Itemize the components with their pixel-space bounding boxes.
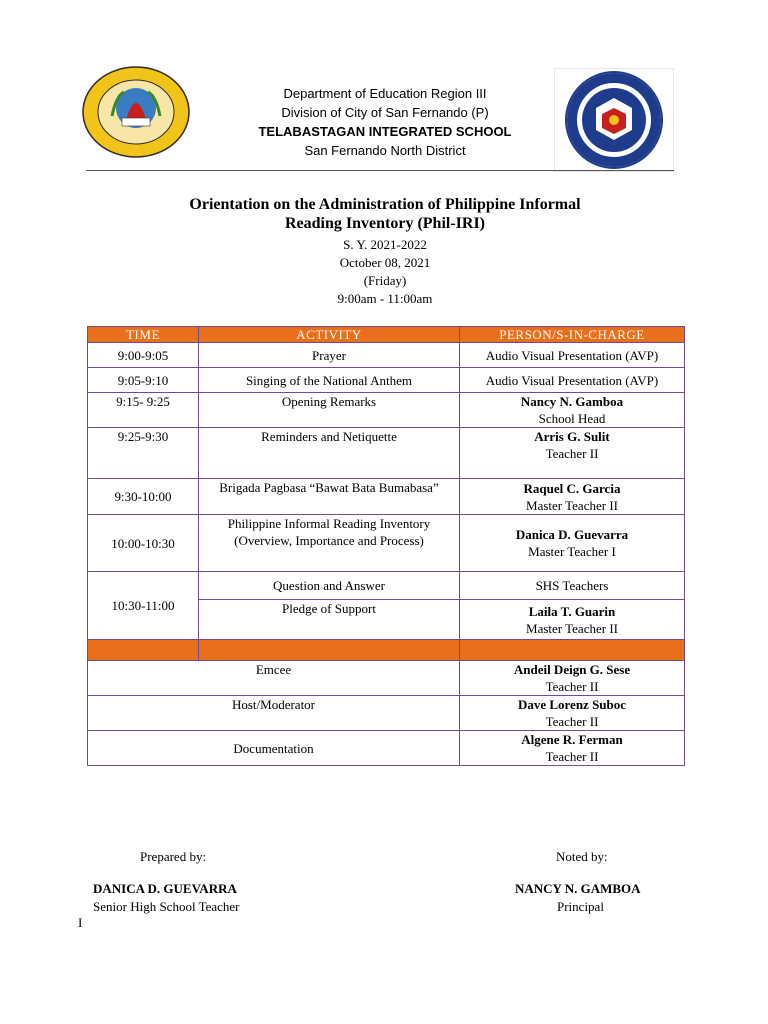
person-role: School Head	[538, 411, 606, 426]
person-role: Teacher II	[545, 446, 599, 461]
school-year: S. Y. 2021-2022	[343, 237, 427, 252]
row-person	[460, 428, 685, 479]
person-role: Teacher II	[545, 714, 599, 729]
table-row	[88, 343, 685, 368]
table-row	[88, 661, 685, 696]
text-cursor: I	[78, 915, 83, 930]
header-divider	[86, 170, 674, 171]
row-time: 10:00-10:30	[88, 515, 199, 572]
row-activity: Philippine Informal Reading Inventory (Overview, Importance and Process)	[199, 515, 460, 572]
prepared-by-label: Prepared by:	[140, 849, 207, 864]
header-person: PERSON/S-IN-CHARGE	[460, 327, 685, 343]
person-name: Algene R. Ferman	[521, 732, 623, 747]
table-separator-row	[88, 640, 685, 661]
table-header-row	[88, 327, 685, 343]
separator-cell	[88, 640, 199, 661]
role-person	[460, 661, 685, 696]
title-line-2: Reading Inventory (Phil-IRI)	[284, 215, 485, 232]
separator-cell	[199, 640, 460, 661]
role-person	[460, 696, 685, 731]
separator-cell	[460, 640, 685, 661]
row-person: Audio Visual Presentation (AVP)	[460, 368, 685, 393]
person-name: Raquel C. Garcia	[523, 480, 621, 496]
page-title	[90, 195, 680, 233]
table-row	[88, 696, 685, 731]
school-seal-logo	[82, 66, 190, 158]
document-header	[200, 84, 570, 160]
person-role: Teacher II	[545, 679, 599, 694]
person-role: Master Teacher II	[526, 497, 618, 513]
noted-by-name: NANCY N. GAMBOA	[515, 881, 641, 896]
table-row	[88, 393, 685, 428]
header-district: San Fernando North District	[304, 143, 466, 158]
event-details	[200, 236, 570, 308]
row-activity: Reminders and Netiquette	[199, 428, 460, 479]
role-label: Emcee	[88, 661, 460, 696]
prepared-by-name: DANICA D. GUEVARRA	[93, 881, 237, 896]
person-name: Dave Lorenz Suboc	[517, 697, 627, 712]
row-activity: Singing of the National Anthem	[199, 368, 460, 393]
row-activity: Prayer	[199, 343, 460, 368]
row-activity: Brigada Pagbasa “Bawat Bata Bumabasa”	[199, 479, 460, 515]
table-row	[88, 479, 685, 515]
noted-by-title: Principal	[557, 899, 604, 914]
header-department: Department of Education Region III	[283, 86, 487, 101]
role-label: Documentation	[88, 731, 460, 766]
person-role: Teacher II	[545, 749, 599, 764]
row-person	[460, 479, 685, 515]
person-name: Danica D. Guevarra	[515, 527, 629, 542]
prepared-by-title: Senior High School Teacher	[93, 899, 240, 914]
event-date: October 08, 2021	[339, 255, 431, 270]
row-time: 9:00-9:05	[88, 343, 199, 368]
table-row	[88, 428, 685, 479]
person-name: Andeil Deign G. Sese	[513, 662, 631, 677]
role-person	[460, 731, 685, 766]
header-division: Division of City of San Fernando (P)	[281, 105, 489, 120]
row-time: 10:30-11:00	[88, 572, 199, 640]
header-activity: ACTIVITY	[199, 327, 460, 343]
row-person	[460, 393, 685, 428]
row-time: 9:30-10:00	[88, 479, 199, 515]
row-activity: Pledge of Support	[199, 600, 460, 640]
person-name: Arris G. Sulit	[534, 429, 610, 444]
event-time: 9:00am - 11:00am	[337, 291, 433, 306]
table-row	[88, 368, 685, 393]
row-person	[460, 600, 685, 640]
table-row	[88, 731, 685, 766]
deped-seal-logo	[554, 68, 674, 172]
row-person	[460, 515, 685, 572]
person-role: Master Teacher I	[528, 544, 616, 559]
table-row	[88, 515, 685, 572]
person-role: Master Teacher II	[526, 620, 618, 636]
event-day: (Friday)	[363, 273, 407, 288]
row-person: SHS Teachers	[460, 572, 685, 600]
row-person: Audio Visual Presentation (AVP)	[460, 343, 685, 368]
person-name: Laila T. Guarin	[528, 603, 616, 619]
person-name: Nancy N. Gamboa	[520, 394, 624, 409]
row-time: 9:15- 9:25	[88, 393, 199, 428]
row-activity: Question and Answer	[199, 572, 460, 600]
row-time: 9:25-9:30	[88, 428, 199, 479]
header-time: TIME	[88, 327, 199, 343]
row-activity: Opening Remarks	[199, 393, 460, 428]
program-table	[87, 326, 685, 766]
title-line-1: Orientation on the Administration of Philippine Informal	[189, 196, 581, 213]
role-label: Host/Moderator	[88, 696, 460, 731]
noted-by-label: Noted by:	[556, 849, 608, 864]
table-row	[88, 572, 685, 600]
header-school: TELABASTAGAN INTEGRATED SCHOOL	[258, 124, 512, 139]
row-time: 9:05-9:10	[88, 368, 199, 393]
